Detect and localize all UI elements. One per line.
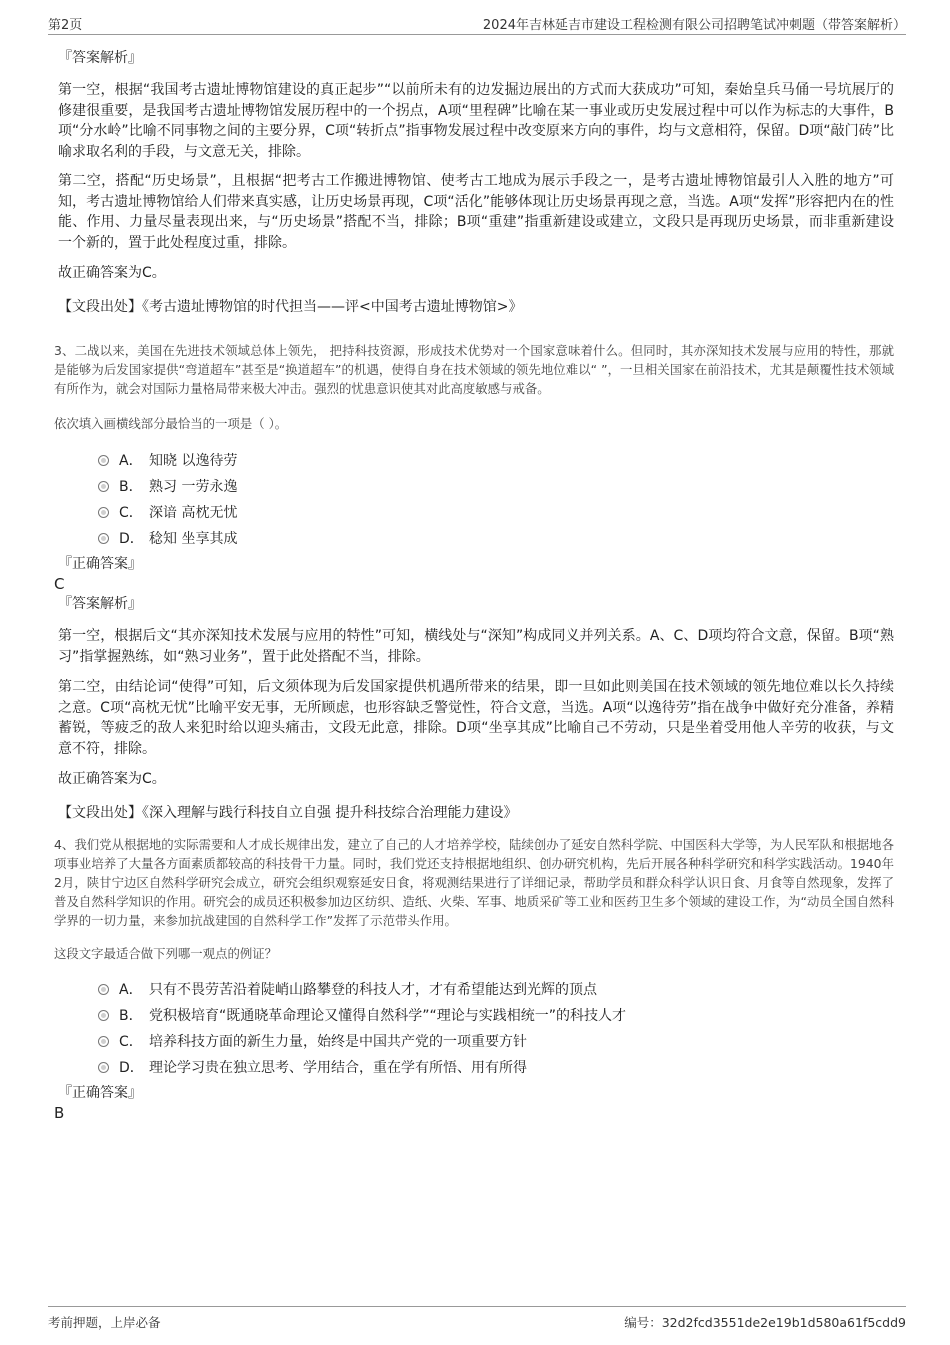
radio-icon[interactable] [98, 984, 109, 995]
q3-analysis-label: 『答案解析』 [58, 596, 142, 612]
document-body [54, 48, 894, 1123]
q3-option-d[interactable]: D． 稔知 坐享其成 [98, 526, 894, 552]
q4-option-b[interactable]: B． 党积极培育“既通晓革命理论又懂得自然科学”“理论与实践相统一”的科技人才 [98, 1003, 894, 1029]
q3-option-c[interactable]: C． 深谙 高枕无忧 [98, 500, 894, 526]
q4-answer: B [54, 1104, 65, 1122]
q2-analysis-paragraph-1: 第一空，根据“我国考古遗址博物馆建设的真正起步”“以前所未有的边发掘边展出的方式而大获成功”可知，秦始皇兵马俑一号坑展厅的修建很重要，是我国考古遗址博物馆发展历程中的一个拐点，A项“里程碑”比喻在某一事业或历史发展过程中可以作为标志的大事件，B项“分水岭”比喻不同事物之间的主要分界，C项“转折点”指事物发展过程中改变原来方向的事件，均与文意相符，保留。D项“敲门砖”比喻求取名利的手段，与文意无关，排除。 [58, 82, 894, 160]
q4-option-a[interactable]: A． 只有不畏劳苦沿着陡峭山路攀登的科技人才，才有希望能达到光辉的顶点 [98, 977, 894, 1003]
q4-option-d[interactable]: D． 理论学习贵在独立思考、学用结合，重在学有所悟、用有所得 [98, 1055, 894, 1081]
radio-icon[interactable] [98, 533, 109, 544]
radio-icon[interactable] [98, 481, 109, 492]
q3-option-b[interactable]: B． 熟习 一劳永逸 [98, 474, 894, 500]
q4-option-c[interactable]: C． 培养科技方面的新生力量，始终是中国共产党的一项重要方针 [98, 1029, 894, 1055]
q3-conclusion: 故正确答案为C。 [58, 771, 166, 787]
radio-icon[interactable] [98, 1010, 109, 1021]
q4-answer-label: 『正确答案』 [58, 1085, 142, 1101]
radio-icon[interactable] [98, 455, 109, 466]
q3-options [98, 448, 894, 552]
page-number: 第2页 [48, 18, 83, 33]
radio-icon[interactable] [98, 1062, 109, 1073]
q3-analysis-paragraph-1: 第一空，根据后文“其亦深知技术发展与应用的特性”可知，横线处与“深知”构成同义并列关系。A、C、D项均符合文意，保留。B项“熟习”指掌握熟练，如“熟习业务”，置于此处搭配不当，排除。 [58, 628, 894, 665]
document-title: 2024年吉林延吉市建设工程检测有限公司招聘笔试冲刺题（带答案解析） [482, 18, 906, 33]
q3-question-prompt: 依次填入画横线部分最恰当的一项是（ ）。 [54, 416, 288, 431]
q3-answer-label: 『正确答案』 [58, 556, 142, 572]
q2-analysis-paragraph-2: 第二空，搭配“历史场景”，且根据“把考古工作搬进博物馆、使考古工地成为展示手段之一，是考古遗址博物馆最引人入胜的地方”可知，考古遗址博物馆给人们带来真实感，让历史场景再现，C项“活化”能够体现让历史场景再现之意，当选。A项“发挥”形容把内在的性能、作用、力量尽量表现出来，与“历史场景”搭配不当，排除；B项“重建”指重新建设或建立，文段只是再现历史场景，而非重新建设一个新的，置于此处程度过重，排除。 [58, 173, 894, 251]
q2-conclusion: 故正确答案为C。 [58, 265, 166, 281]
document-id: 编号：32d2fcd3551de2e19b1d580a61f5cdd9 [624, 1315, 906, 1330]
q4-question-text: 4、我们党从根据地的实际需要和人才成长规律出发，建立了自己的人才培养学校，陆续创办了延安自然科学院、中国医科大学等，为人民军队和根据地各项事业培养了大量各方面素质都较高的科技骨干力量。同时，我们党还支持根据地组织、创办研究机构，先后开展各种科学研究和科学实践活动。1940年2月，陕甘宁边区自然科学研究会成立，研究会组织观察延安日食，将观测结果进行了详细记录，帮助学员和群众科学认识日食、月食等自然现象，发挥了普及自然科学知识的作用。研究会的成员还积极参加边区纺织、造纸、火柴、军事、地质采矿等工业和医药卫生多个领域的建设工作，为“动员全国自然科学界的一切力量，来参加抗战建国的自然科学工作”发挥了示范带头作用。 [54, 837, 894, 928]
radio-icon[interactable] [98, 507, 109, 518]
q3-analysis-paragraph-2: 第二空，由结论词“使得”可知，后文须体现为后发国家提供机遇所带来的结果，即一旦如此则美国在技术领域的领先地位难以长久持续之意。C项“高枕无忧”比喻平安无事，无所顾虑，也形容缺乏警觉性，符合文意，当选。A项“以逸待劳”指在战争中做好充分准备，养精蓄锐，等疲乏的敌人来犯时给以迎头痛击，文段无此意，排除。D项“坐享其成”比喻自己不劳动，只是坐着受用他人辛劳的收获，与文意不符，排除。 [58, 679, 894, 757]
radio-icon[interactable] [98, 1036, 109, 1047]
q4-question-prompt: 这段文字最适合做下列哪一观点的例证？ [54, 946, 278, 961]
footer-slogan: 考前押题，上岸必备 [48, 1315, 161, 1330]
q3-question-text: 3、二战以来，美国在先进技术领域总体上领先， 把持科技资源，形成技术优势对一个国家意味着什么。但同时，其亦深知技术发展与应用的特性，那就是能够为后发国家提供“弯道超车”甚至是“换道超车”的机遇，使得自身在技术领域的领先地位难以“ ”，一旦相关国家在前沿技术，尤其是颠覆性技术领域有所作为，就会对国际力量格局带来极大冲击。强烈的忧患意识使其对此高度敏感与戒备。 [54, 343, 894, 396]
q2-source: 【文段出处】《考古遗址博物馆的时代担当——评<中国考古遗址博物馆>》 [58, 298, 523, 315]
q4-options [98, 977, 894, 1081]
q2-analysis-label: 『答案解析』 [58, 50, 142, 66]
q3-source: 【文段出处】《深入理解与践行科技自立自强 提升科技综合治理能力建设》 [58, 804, 518, 821]
page-header [48, 12, 906, 35]
q3-answer: C [54, 575, 65, 593]
page-footer [48, 1306, 906, 1330]
q3-option-a[interactable]: A． 知晓 以逸待劳 [98, 448, 894, 474]
